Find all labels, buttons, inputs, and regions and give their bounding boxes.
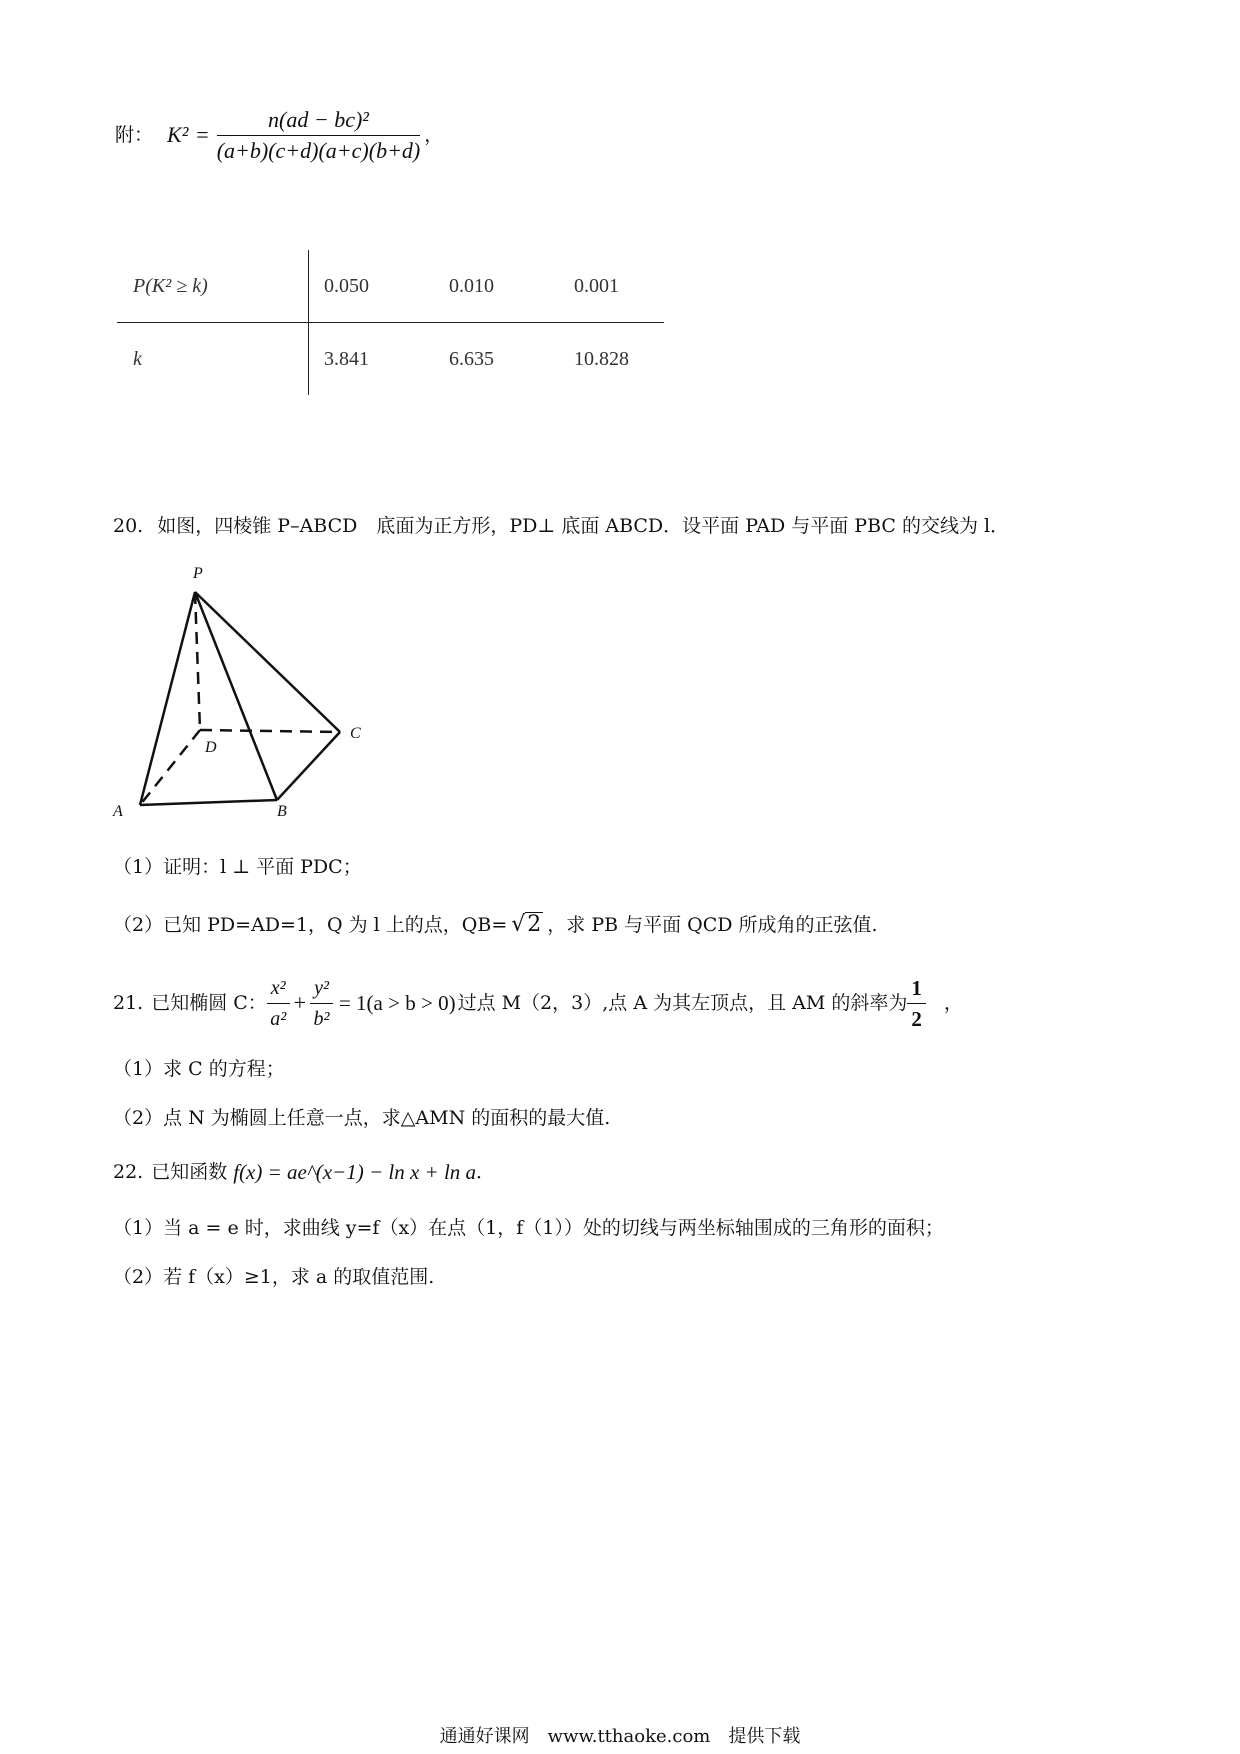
q21-stem-line — [113, 968, 963, 1038]
table-cell: P(K² ≥ k) — [133, 274, 208, 297]
formula-equals: = — [196, 122, 209, 147]
vertex-label-d: D — [205, 739, 217, 756]
slope-fraction — [907, 976, 926, 1031]
q22-stem-b: ． — [476, 1161, 496, 1183]
ellipse-fraction-y — [310, 976, 333, 1031]
q20-part1: （1）证明：l ⊥ 平面 PDC； — [113, 856, 362, 878]
page-footer: 通通好课网 www.tthaoke.com 提供下载 — [439, 1726, 801, 1747]
formula-lhs: K² — [167, 122, 189, 147]
ellipse-fraction-x — [267, 976, 290, 1031]
table-row — [117, 323, 664, 396]
pyramid-hidden-edges — [140, 592, 340, 805]
table-cell: 0.001 — [574, 274, 619, 297]
fraction-numerator: x² — [267, 976, 290, 1004]
function-expression: f(x) = ae^(x−1) − ln x + ln a — [233, 1160, 477, 1184]
q21-stem-a: 已知椭圆 C： — [151, 992, 267, 1014]
q20-part2 — [113, 912, 878, 937]
q20-part2-text-b: ，求 PB 与平面 QCD 所成角的正弦值. — [547, 913, 878, 936]
table-cell: 3.841 — [309, 323, 450, 396]
ellipse-condition: = 1(a > b > 0) — [338, 991, 456, 1015]
q22-stem-line — [113, 1160, 495, 1184]
q21-number: 21. — [113, 992, 144, 1014]
q21-stem-c: ， — [943, 992, 963, 1014]
q20-stem-line — [113, 514, 1009, 538]
formula-suffix: ， — [424, 124, 444, 146]
table-cell: 10.828 — [574, 347, 629, 370]
fraction-denominator: 2 — [911, 1006, 922, 1031]
fraction-denominator: a² — [270, 1007, 287, 1030]
table-cell: 6.635 — [449, 347, 494, 370]
q22-part1: （1）当 a = e 时，求曲线 y=f（x）在点（1，f（1））处的切线与两坐标轴围成的三角形的面积； — [113, 1217, 944, 1239]
q20-stem: 如图，四棱锥 P–ABCD 底面为正方形，PD⊥ 底面 ABCD．设平面 PAD 与平面 PBC 的交线为 l． — [157, 515, 1010, 537]
q21-part2: （2）点 N 为椭圆上任意一点，求△AMN 的面积的最大值. — [113, 1107, 611, 1129]
fraction-numerator: y² — [310, 976, 333, 1004]
vertex-label-a: A — [113, 803, 123, 820]
pyramid-figure — [105, 560, 375, 820]
q22-stem-a: 已知函数 — [151, 1161, 228, 1183]
table-row — [117, 250, 664, 323]
sqrt-expression — [511, 912, 543, 937]
formula-denominator: (a+b)(c+d)(a+c)(b+d) — [216, 137, 421, 163]
fraction-denominator: b² — [313, 1007, 330, 1030]
plus-sign: + — [293, 990, 307, 1015]
formula-block — [115, 100, 443, 170]
table-cell: 0.050 — [309, 250, 450, 323]
q22-number: 22. — [113, 1161, 144, 1183]
vertex-label-b: B — [277, 803, 287, 820]
q20-part2-text-a: （2）已知 PD=AD=1，Q 为 l 上的点，QB= — [113, 913, 508, 936]
critical-value-table — [117, 250, 664, 395]
formula-prefix: 附： — [115, 124, 154, 146]
formula-numerator: n(ad − bc)² — [217, 108, 421, 136]
formula-fraction — [217, 108, 421, 163]
sqrt-radicand: 2 — [527, 912, 542, 937]
vertex-label-p: P — [193, 565, 203, 582]
q20-number: 20. — [113, 515, 144, 537]
q22-part2: （2）若 f（x）≥1，求 a 的取值范围. — [113, 1266, 435, 1288]
sqrt-sign: √ — [511, 912, 526, 937]
table-cell: k — [133, 347, 142, 370]
vertex-label-c: C — [350, 725, 361, 742]
fraction-numerator: 1 — [907, 976, 926, 1004]
q21-stem-b: 过点 M（2，3）,点 A 为其左顶点，且 AM 的斜率为 — [457, 992, 908, 1014]
pyramid-solid-edges — [140, 592, 340, 805]
table-cell: 0.010 — [449, 274, 494, 297]
q21-part1: （1）求 C 的方程； — [113, 1058, 285, 1080]
